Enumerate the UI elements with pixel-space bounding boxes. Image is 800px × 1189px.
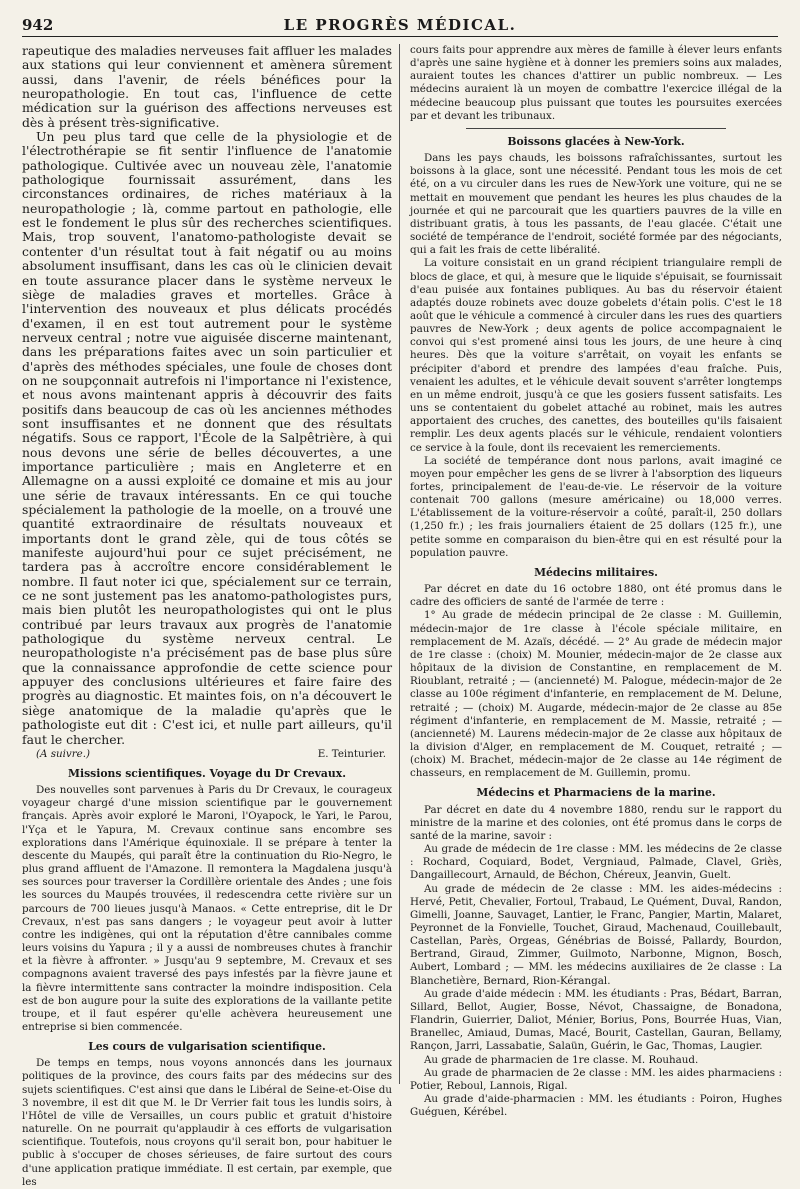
boissons-paragraph-2: La voiture consistait en un grand récipient triangulaire rempli de blocs de glace, et qui, à mesure que le liquide s'épuisait, se fournissait d'eau puisée aux fontaines publiques. Au bas du réservoir étaient adaptés douze robinets avec douze gobelets d'étain polis. C'est le 18 août que le véhicule a commencé à circuler dans les rues des quartiers pauvres de New-York ; deux agents de police accompagnaient le convoi qui s'est promené ainsi tous les jours, de une heure à cinq heures. Dès que la voiture s'arrêtait, on voyait les enfants se précipiter d'abord et prendre des lampées d'eau fraîche. Puis, venaient les adultes, et le véhicule devait souvent s'arrêter longtemps en un même endroit, jusqu'à ce que les gosiers fussent satisfaits. Les uns se contentaient du gobelet attaché au robinet, mais les autres apportaient des cruches, des canettes, des bouteilles qu'ils faisaient remplir. Les deux agents placés sur le véhicule, rendaient volontiers ce service à la foule, dont ils recevaient les remerciements.: [410, 257, 782, 454]
section-heading-missions: Missions scientifiques. Voyage du Dr Crevaux.: [68, 767, 346, 780]
section-heading-cours: Les cours de vulgarisation scientifique.: [88, 1040, 326, 1054]
boissons-paragraph-3: La société de tempérance dont nous parlons, avait imaginé ce moyen pour empêcher les gens de se livrer à l'absorption des liqueurs fortes, principalement de l'eau-de-vie. Le réservoir de la voiture contenait 700 gallons (mesure américaine) ou 18,000 verres. L'établissement de la voiture-réservoir a coûté, paraît-il, 250 dollars (1,250 fr.) ; les frais journaliers étaient de 25 dollars (125 fr.), une petite somme en comparaison du bien-être qui en est résulté pour la population pauvre.: [410, 454, 782, 559]
militaires-paragraph-1: Par décret en date du 16 octobre 1880, ont été promus dans le cadre des officiers de santé de l'armée de terre :: [410, 583, 782, 609]
marine-paragraph-2: Au grade de médecin de 1re classe : MM. les médecins de 2e classe : Rochard, Coquiard, Bodet, Vergniaud, Palmade, Clavel, Griès, Dangaillecourt, Arnauld, de Béchon, Chéreux, Jeanvin, Guelt.: [410, 843, 782, 882]
page-header: [22, 14, 778, 37]
article-continuation-paragraph: rapeutique des maladies nerveuses fait affluer les malades aux stations qui leur conviennent et amènera sûrement aussi, dans l'avenir, de réels bénéfices pour la neuropathologie. En tout cas, l'influence de cette médication sur la guérison des affections nerveuses est dès à présent très-significative.: [22, 43, 392, 130]
marine-paragraph-4: Au grade d'aide médecin : MM. les étudiants : Pras, Bédart, Barran, Sillard, Bellot, Augier, Bosse, Névot, Chassaigne, de Bonadona, Flandrin, Guierrier, Daliot, Ménier, Borius, Pons, Bourrée Huas, Vian, Branellec, Amiaud, Dumas, Macé, Bourit, Castellan, Gauran, Bellamy, Rançon, Jarri, Lassabatie, Salaün, Guérin, le Gac, Thomas, Laugier.: [410, 987, 782, 1053]
missions-paragraph: Des nouvelles sont parvenues à Paris du Dr Crevaux, le courageux voyageur chargé d'une mission scientifique par le gouvernement français. Après avoir exploré le Maroni, l'Oyapock, le Yari, le Parou, l'Yça et le Yapura, M. Crevaux continue sans encombre ses explorations dans l'Amérique équinoxiale. Il se prépare à tenter la descente du Maupés, qui paraît être la continuation du Rio-Negro, le plus grand affluent de l'Amazone. Il remontera la Magdalena jusqu'à ses sources pour traverser la Cordillère orientale des Andes ; une fois les sources du Maupés trouvées, il redescendra cette rivière sur un parcours de 700 lieues jusqu'à Manaos. « Cette entreprise, dit le Dr Crevaux, n'est pas sans dangers ; le voyageur peut avoir à lutter contre les indigènes, qui ont la réputation d'être cannibales comme leurs voisins du Yapura ; il y a aussi de nombreuses chutes à franchir et la fièvre à affronter. » Jusqu'au 9 septembre, M. Crevaux et ses compagnons avaient traversé des pays infestés par la fièvre jaune et la fièvre intermittente sans contracter la moindre indisposition. Cela est de bon augure pour la suite des explorations de la vaillante petite troupe, et il faut espérer qu'elle achèvera heureusement une entreprise si bien commencée.: [22, 784, 392, 1033]
marine-paragraph-7: Au grade d'aide-pharmacien : MM. les étudiants : Poiron, Hughes Guéguen, Kérébel.: [410, 1093, 782, 1119]
cours-continuation-paragraph: cours faits pour apprendre aux mères de famille à élever leurs enfants d'après une saine hygiène et à donner les premiers soins aux malades, auraient toutes les chances d'attirer un public nombreux. — Les médecins auraient là un moyen de combattre l'exercice illégal de la médecine beaucoup plus puissant que toutes les poursuites exercées par et devant les tribunaux.: [410, 44, 782, 122]
page-number: 942: [22, 16, 54, 34]
right-column: [410, 44, 782, 1119]
column-divider: [399, 44, 400, 1084]
article-signature: [22, 748, 392, 761]
marine-paragraph-1: Par décret en date du 4 novembre 1880, rendu sur le rapport du ministre de la marine et des colonies, ont été promus dans le corps de santé de la marine, savoir :: [410, 803, 782, 842]
cours-paragraph: De temps en temps, nous voyons annoncés dans les journaux politiques de la province, des cours faits par des médecins sur des sujets scientifiques. C'est ainsi que dans le Libéral de Seine-et-Oise du 3 novembre, il est dit que M. le Dr Verrier fait tous les lundis soirs, à l'Hôtel de ville de Versailles, un cours public et gratuit d'histoire naturelle. On ne pourrait qu'applaudir à ces efforts de vulgarisation scientifique. Toutefois, nous croyons qu'il serait bon, pour habituer le public à s'occuper de choses sérieuses, de faire surtout des cours d'une application pratique immédiate. Il est certain, par exemple, que les: [22, 1057, 392, 1188]
section-rule: [466, 128, 726, 129]
article-paragraph: Un peu plus tard que celle de la physiologie et de l'électrothérapie se fit sentir l'influence de l'anatomie pathologique. Cultivée avec un nouveau zèle, l'anatomie pathologique fournissait assurément, dans les circonstances ordinaires, de riches matériaux à la neuropathologie ; là, comme partout en pathologie, elle est le fondement le plus sûr des recherches scientifiques. Mais, trop souvent, l'anatomo-pathologiste devait se contenter d'un résultat tout à fait négatif ou au moins absolument insuffisant, dans les cas où le clinicien devait en toute assurance placer dans le système nerveux le siège de maladies graves et mortelles. Grâce à l'intervention des nouveaux et plus délicats procédés d'examen, il en est tout autrement pour le système nerveux central ; notre vue aiguisée discerne maintenant, dans les préparations faites avec un soin particulier et d'après des méthodes spéciales, une foule de choses dont on ne soupçonnait autrefois ni l'importance ni l'existence, et nous avons maintenant appris à découvrir des faits positifs dans beaucoup de cas où les anciennes méthodes sont insuffisantes et ne donnent que des résultats négatifs. Sous ce rapport, l'École de la Salpêtrière, à qui nous devons une série de belles découvertes, a une importance particulière ; mais en Angleterre et en Allemagne on a aussi exploité ce domaine et mis au jour une série de travaux intéressants. En ce qui touche spécialement la pathologie de la moelle, on a trouvé une quantité extraordinaire de résultats nouveaux et importants dont le grand zèle, qui de tous côtés se manifeste aujourd'hui pour ce sujet précisément, ne tardera pas à accroître encore considérablement le nombre. Il faut noter ici que, spécialement sur ce terrain, ce ne sont justement pas les anatomo-pathologistes purs, mais bien plutôt les neuropathologistes qui ont le plus contribué par leurs travaux aux progrès de l'anatomie pathologique du système nerveux central. Le neuropathologiste n'a précisément pas de base plus sûre que la connaissance approfondie de cette science pour appuyer des conclusions ultérieures et faire faire des progrès au diagnostic. Et maintes fois, on n'a découvert le siège anatomique de la maladie qu'après que le pathologiste eut dit : C'est ici, et nulle part ailleurs, qu'il faut le chercher.: [22, 129, 392, 747]
marine-paragraph-6: Au grade de pharmacien de 2e classe : MM. les aides pharmaciens : Potier, Reboul, Lannois, Rigal.: [410, 1066, 782, 1092]
marine-paragraph-3: Au grade de médecin de 2e classe : MM. les aides-médecins : Hervé, Petit, Chevalier, Fortoul, Trabaud, Le Quément, Duval, Randon, Gimelli, Joanne, Sauvaget, Lantier, le Franc, Pangier, Martin, Malaret, Peyronnet de la Fonvielle, Touchet, Giraud, Machenaud, Couillebault, Castellan, Parès, Orgeas, Génébrias de Boissé, Pallardy, Bourdon, Bertrand, Giraud, Zimmer, Guilmoto, Narbonne, Mignon, Bosch, Aubert, Lombard ; — MM. les médecins auxiliaires de 2e classe : La Blanchetière, Bernard, Rion-Kérangal.: [410, 882, 782, 987]
marine-paragraph-5: Au grade de pharmacien de 1re classe. M. Rouhaud.: [424, 1053, 699, 1066]
section-heading-marine: Médecins et Pharmaciens de la marine.: [476, 786, 716, 800]
journal-title: LE PROGRÈS MÉDICAL.: [283, 16, 517, 34]
boissons-paragraph-1: Dans les pays chauds, les boissons rafraîchissantes, surtout les boissons à la glace, sont une nécessité. Pendant tous les mois de cet été, on a vu circuler dans les rues de New-York une voiture, qui ne se mettait en mouvement que pendant les heures les plus chaudes de la journée et qui ne parcourait que les quartiers pauvres de la ville en distribuant gratis, à tous les passants, de l'eau glacée. C'était une société de tempérance de l'endroit, société formée par des négociants, qui a fait les frais de cette libéralité.: [410, 152, 782, 257]
to-be-continued-note: (A suivre.): [36, 747, 91, 760]
left-column: [22, 44, 392, 1189]
section-heading-militaires: Médecins militaires.: [534, 565, 658, 579]
author-name: E. Teinturier.: [317, 747, 386, 760]
section-heading-boissons: Boissons glacées à New-York.: [507, 134, 685, 148]
militaires-paragraph-2: 1° Au grade de médecin principal de 2e classe : M. Guillemin, médecin-major de 1re classe à l'école spéciale militaire, en remplacement de M. Azaïs, décédé. — 2° Au grade de médecin major de 1re classe : (choix) M. Mounier, médecin-major de 2e classe aux hôpitaux de la division de Constantine, en remplacement de M. Rioublant, retraité ; — (ancienneté) M. Palogue, médecin-major de 2e classe au 100e régiment d'infanterie, en remplacement de M. Delune, retraité ; — (choix) M. Augarde, médecin-major de 2e classe au 85e régiment d'infanterie, en remplacement de M. Massie, retraité ; — (ancienneté) M. Laurens médecin-major de 2e classe aux hôpitaux de la division d'Alger, en remplacement de M. Couquet, retraité ; — (choix) M. Brachet, médecin-major de 2e classe au 14e régiment de chasseurs, en remplacement de M. Guillemin, promu.: [410, 609, 782, 780]
